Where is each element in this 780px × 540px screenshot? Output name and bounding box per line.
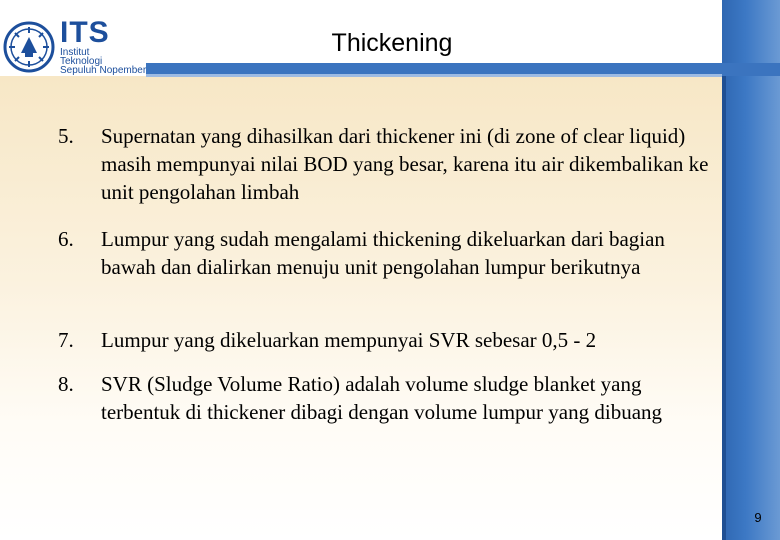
logo-line-3: Sepuluh Nopember (60, 65, 147, 76)
list-item-number: 5. (58, 124, 74, 148)
list-item-text: Lumpur yang sudah mengalami thickening dikeluarkan dari bagian bawah dan dialirkan menuju unit pengolahan lumpur berikutnya (101, 227, 665, 279)
its-logo (0, 16, 146, 78)
list-item-text: SVR (Sludge Volume Ratio) adalah volume sludge blanket yang terbentuk di thickener dibagi dengan volume lumpur yang dibuang (101, 372, 663, 424)
university-seal-icon (3, 21, 55, 73)
list-item-text: Lumpur yang dikeluarkan mempunyai SVR sebesar 0,5 - 2 (101, 328, 597, 352)
list-item-number: 6. (58, 227, 74, 251)
list-item-text: Supernatan yang dihasilkan dari thickener ini (di zone of clear liquid) masih mempunyai nilai BOD yang besar, karena itu air dikembalikan ke unit pengolahan limbah (101, 124, 709, 204)
logo-abbreviation: ITS (60, 16, 110, 49)
list-item-number: 7. (58, 328, 74, 352)
slide-title: Thickening (331, 29, 453, 57)
logo-line-1: Institut (60, 47, 90, 58)
logo-line-2: Teknologi (60, 56, 103, 67)
title-underline-highlight (146, 74, 722, 77)
page-number: 9 (754, 510, 762, 525)
right-accent-strip (722, 0, 780, 540)
list-item-number: 8. (58, 372, 74, 396)
